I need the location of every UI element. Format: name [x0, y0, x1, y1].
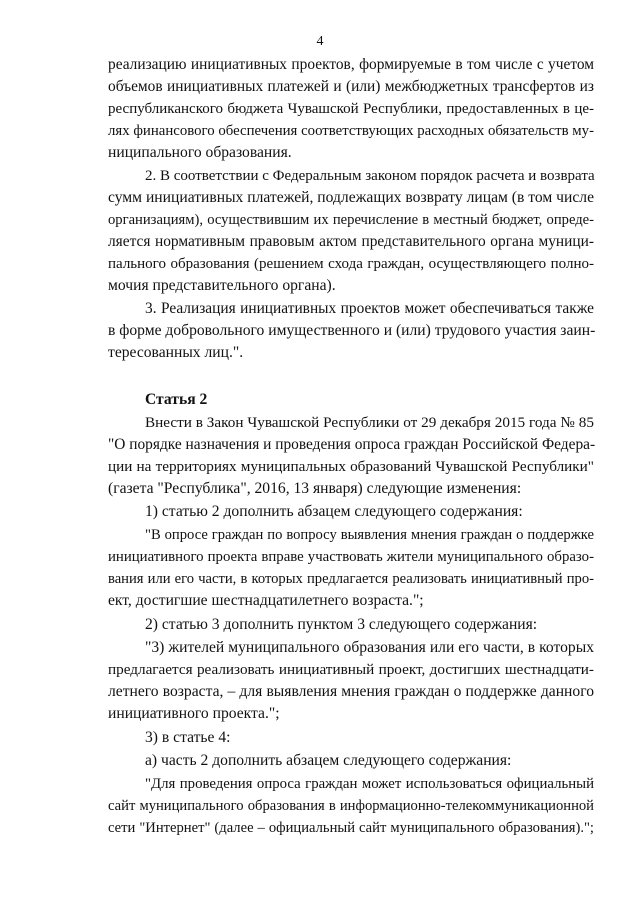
text-line: ект, достигшие шестнадцатилетнего возраста.";: [108, 592, 424, 609]
text-line: 1) статью 2 дополнить абзацем следующего содержания:: [145, 503, 523, 520]
text-line: 2) статью 3 дополнить пунктом 3 следующего содержания:: [145, 616, 538, 633]
text-line: инициативного проекта.";: [108, 705, 280, 722]
text-line: "В опросе граждан по вопросу выявления мнения граждан о поддержке: [145, 527, 594, 543]
article-heading: Статья 2: [145, 391, 208, 408]
text-line: сумм инициативных платежей, подлежащих возврату лицам (в том числе: [108, 189, 594, 206]
text-line: сайт муниципального образования в информационно-телекоммуникационной: [108, 798, 594, 814]
text-line: ниципального образования.: [108, 144, 292, 161]
text-line: объемов инициативных платежей и (или) межбюджетных трансфертов из: [108, 78, 594, 95]
text-line: инициативного проекта вправе участвовать жители муниципального образо-: [108, 549, 594, 565]
text-line: мочия представительного органа).: [108, 277, 336, 294]
text-line: 2. В соответствии с Федеральным законом порядок расчета и возврата: [145, 168, 595, 184]
text-line: а) часть 2 дополнить абзацем следующего содержания:: [145, 752, 512, 769]
text-line: тересованных лиц.".: [108, 344, 244, 361]
text-line: 3) в статье 4:: [145, 729, 231, 746]
text-line: пального образования (решением схода граждан, осуществляющего полно-: [108, 256, 594, 272]
text-line: "Для проведения опроса граждан может использоваться официальный: [145, 776, 594, 792]
text-line: ции на территориях муниципальных образований Чувашской Республики": [108, 458, 594, 475]
text-line: предлагается реализовать инициативный проект, достигших шестнадцати-: [108, 661, 594, 678]
text-line: 3. Реализация инициативных проектов может обеспечиваться также: [145, 300, 594, 317]
text-line: летнего возраста, – для выявления мнения граждан о поддержке данного: [108, 683, 594, 700]
text-line: Внести в Закон Чувашской Республики от 29 декабря 2015 года № 85: [145, 414, 594, 431]
text-line: вания или его части, в которых предлагается реализовать инициативный про-: [108, 571, 594, 587]
text-line: "3) жителей муниципального образования или его части, в которых: [145, 639, 594, 656]
text-line: в форме добровольного имущественного и (или) трудового участия заин-: [108, 322, 596, 339]
text-line: реализацию инициативных проектов, формируемые в том числе с учетом: [108, 56, 594, 73]
text-line: ляется нормативным правовым актом представительного органа муници-: [108, 233, 594, 250]
text-line: сети "Интернет" (далее – официальный сайт муниципального образования).";: [108, 820, 594, 836]
text-line: лях финансового обеспечения соответствующих расходных обязательств му-: [108, 123, 594, 139]
text-line: республиканского бюджета Чувашской Республики, предоставленных в це-: [108, 101, 594, 117]
text-line: "О порядке назначения и проведения опроса граждан Российской Федера-: [108, 436, 596, 453]
page-number: 4: [316, 34, 324, 49]
text-line: организациям), осуществившим их перечисление в местный бюджет, опреде-: [108, 212, 594, 228]
text-line: (газета "Республика", 2016, 13 января) следующие изменения:: [108, 480, 522, 497]
